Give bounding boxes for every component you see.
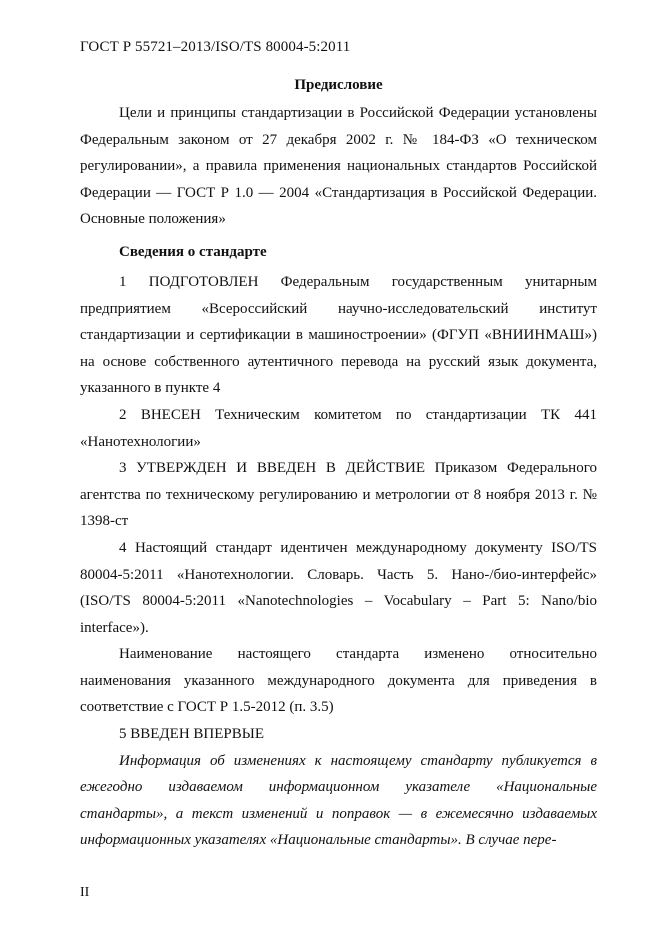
info-item-2: 2 ВНЕСЕН Техническим комитетом по стандартизации ТК 441 «Нанотехнологии» — [80, 406, 597, 450]
info-item-5: 5 ВВЕДЕН ВПЕРВЫЕ — [119, 726, 264, 743]
document-body — [80, 74, 597, 854]
document-header: ГОСТ Р 55721–2013/ISO/TS 80004-5:2011 — [80, 39, 351, 55]
info-item-3: 3 УТВЕРЖДЕН И ВВЕДЕН В ДЕЙСТВИЕ Приказом Федерального агентства по техническому регулированию и метрологии от 8 ноября 2013 г. № 1398-ст — [80, 460, 597, 530]
foreword-intro-paragraph: Цели и принципы стандартизации в Российской Федерации установлены Федеральным законом от 27 декабря 2002 г. № 184-ФЗ «О техническом регулировании», а правила применения национальных стандартов Российской Федерации — ГОСТ Р 1.0 — 2004 «Стандартизация в Российской Федерации. Основные положения» — [80, 105, 597, 228]
info-item-4: 4 Настоящий стандарт идентичен международному документу ISO/TS 80004-5:2011 «Нанотехнологии. Словарь. Часть 5. Нано-/био-интерфейс» (ISO/TS 80004-5:2011 «Nanotechnologies – Vocabulary – Part 5: Nano/bio interface»). — [80, 539, 597, 636]
page-number: II — [80, 885, 90, 900]
foreword-title: Предисловие — [294, 77, 383, 93]
changes-notice-paragraph: Информация об изменениях к настоящему стандарту публикуется в ежегодно издаваемом информационном указателе «Национальные стандарты», а текст изменений и поправок — в ежемесячно издаваемых информационных указателях «Национальные стандарты». В случае пере- — [80, 752, 597, 849]
info-item-4-note: Наименование настоящего стандарта изменено относительно наименования указанного международного документа для приведения в соответствие с ГОСТ Р 1.5-2012 (п. 3.5) — [80, 646, 597, 716]
info-item-1: 1 ПОДГОТОВЛЕН Федеральным государственным унитарным предприятием «Всероссийский научно-исследовательский институт стандартизации и сертификации в машиностроении» (ФГУП «ВНИИНМАШ») на основе собственного аутентичного перевода на русский язык документа, указанного в пункте 4 — [80, 273, 597, 397]
standard-info-heading: Сведения о стандарте — [119, 243, 267, 260]
